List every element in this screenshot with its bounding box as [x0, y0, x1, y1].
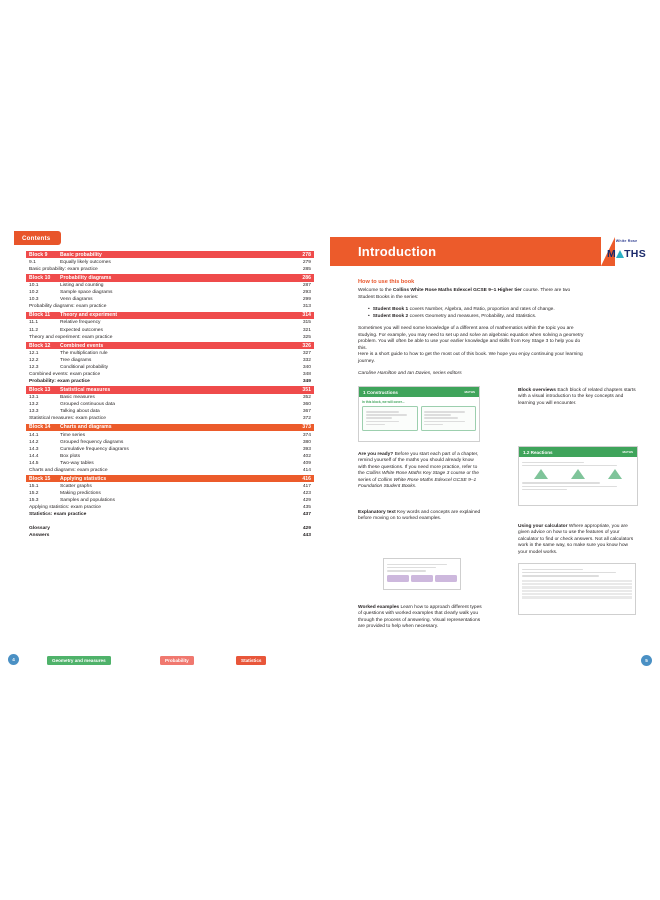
footer-tag-geometry: Geometry and measures [47, 656, 111, 665]
figure-explanatory-text [383, 558, 461, 590]
toc-entry-title: Venn diagrams [60, 297, 93, 303]
toc-block-title: Basic probability [60, 251, 102, 258]
toc-back-matter-title: Glossary [29, 525, 50, 531]
callout-explanatory-text [358, 510, 483, 523]
toc-block-number: Block 9 [29, 251, 48, 258]
toc-entry-page: 313 [302, 304, 311, 310]
toc-entry[interactable] [26, 408, 314, 415]
page-number-left: 4 [8, 654, 19, 665]
toc-entry-title: Cumulative frequency diagrams [60, 446, 129, 452]
toc-entry[interactable] [26, 319, 314, 326]
toc-block-page: 314 [302, 312, 311, 319]
toc-block-number: Block 13 [29, 386, 51, 393]
figure-block-overview-body [359, 397, 479, 434]
toc-entry[interactable] [26, 490, 314, 497]
how-to-use-heading: How to use this book [358, 279, 415, 285]
toc-entry[interactable] [26, 378, 314, 385]
toc-entry[interactable] [26, 453, 314, 460]
toc-entry-page: 393 [302, 446, 311, 452]
toc-entry-title: Statistical measures: exam practice [29, 416, 106, 422]
toc-entry[interactable] [26, 364, 314, 371]
logo-top-text: White Rose [615, 239, 638, 243]
toc-entry-number: 9.1 [29, 259, 36, 265]
toc-entry-page: 423 [302, 491, 311, 497]
callout-using-your-calculator [518, 524, 638, 556]
series-editors-signature: Caroline Hamilton and Ian Davies, series editors [358, 371, 462, 376]
triangle-icon-1 [534, 469, 548, 479]
toc-entry-number: 14.5 [29, 460, 39, 466]
toc-entry-page: 352 [302, 395, 311, 401]
toc-entry[interactable] [26, 327, 314, 334]
callout-block-overviews-text: Each block of related chapters starts with a visual introduction to the key concepts and learning you will encounter. [518, 388, 636, 406]
intro-p1-course-name: Collins White Rose Maths Edexcel GCSE 9–1 Higher tier [392, 288, 522, 293]
figure-are-you-ready [518, 446, 638, 506]
figure-block-overview-columns [362, 406, 476, 431]
toc-entry-number: 14.3 [29, 446, 39, 452]
toc-block-number: Block 15 [29, 475, 51, 482]
toc-entry-page: 299 [302, 297, 311, 303]
toc-entry[interactable] [26, 511, 314, 518]
toc-entry-title: Applying statistics: exam practice [29, 505, 102, 511]
toc-block-number: Block 14 [29, 424, 51, 431]
toc-entry-title: Basic probability: exam practice [29, 267, 98, 273]
toc-entry[interactable] [26, 296, 314, 303]
toc-block-number: Block 12 [29, 342, 51, 349]
toc-entry-title: Tree diagrams [60, 357, 92, 363]
toc-entry-title: The multiplication rule [60, 350, 108, 356]
toc-block-header[interactable] [26, 312, 314, 319]
toc-back-matter-entry[interactable] [26, 525, 314, 532]
figure-are-you-ready-header [519, 447, 637, 457]
footer-tag-probability: Probability [160, 656, 194, 665]
toc-entry[interactable] [26, 401, 314, 408]
callout-worked-examples [358, 605, 483, 631]
toc-entry-page: 417 [302, 484, 311, 490]
toc-back-matter-page: 443 [302, 532, 311, 538]
figure-minibox-left [362, 406, 418, 431]
student-book-1-label: Student Book 1 [372, 307, 409, 312]
callout-calculator-title: Using your calculator [518, 524, 568, 529]
toc-entry-title: Conditional probability [60, 364, 109, 370]
toc-entry-title: Box plots [60, 453, 81, 459]
callout-are-you-ready-italic-2: Collins White Rose Maths Edexcel GCSE 9–1 Foundation Student Books [358, 477, 477, 490]
toc-block-number: Block 11 [29, 312, 51, 319]
student-book-2-label: Student Book 2 [372, 313, 409, 319]
callout-calculator-text: Where appropriate, you are given advice on how to use the features of your calculator to find or check answers. Not all calculators work in the same way, so make sure you know how your model works. [518, 524, 634, 555]
footer-tag-statistics: Statistics [236, 656, 266, 665]
toc-entry-page: 293 [302, 290, 311, 296]
bullet-student-book-2 [368, 314, 591, 321]
figure-are-you-ready-title: 1.2 Reactions [523, 449, 553, 455]
toc-entry-page: 360 [302, 402, 311, 408]
toc-entry-page: 287 [302, 283, 311, 289]
toc-entry-number: 13.2 [29, 402, 39, 408]
logo-ths-letters: THS [624, 248, 646, 261]
figure-explanatory-body [384, 559, 460, 586]
toc-entry-number: 13.3 [29, 409, 39, 415]
toc-entry-number: 15.1 [29, 484, 39, 490]
toc-entry-page: 340 [302, 364, 311, 370]
toc-entry-page: 332 [302, 357, 311, 363]
toc-entry-page: 279 [302, 259, 311, 265]
toc-entry-title: Scatter graphs [60, 484, 92, 490]
toc-entry[interactable] [26, 439, 314, 446]
toc-entry-title: Listing and counting [60, 283, 104, 289]
triangle-icon-3 [608, 469, 622, 479]
figure-block-overview-header [359, 387, 479, 397]
toc-block-page: 278 [302, 251, 311, 258]
toc-entry[interactable] [26, 504, 314, 511]
toc-entry[interactable] [26, 282, 314, 289]
figure-block-overview-title: 1 Constructions [363, 389, 398, 395]
figure-are-you-ready-logo: MATHS [622, 450, 633, 454]
toc-entry-page: 374 [302, 432, 311, 438]
toc-entry[interactable] [26, 432, 314, 439]
toc-entry[interactable] [26, 350, 314, 357]
toc-entry[interactable] [26, 334, 314, 341]
bullet-student-book-1 [368, 307, 591, 314]
toc-entry[interactable] [26, 303, 314, 310]
toc-block-header[interactable] [26, 274, 314, 281]
toc-entry-title: Samples and populations [60, 498, 115, 504]
toc-entry-page: 348 [302, 372, 311, 377]
toc-block-header[interactable] [26, 342, 314, 349]
toc-entry-title: Grouped continuous data [60, 402, 115, 408]
toc-entry[interactable] [26, 483, 314, 490]
toc-entry-title: Statistics: exam practice [29, 512, 87, 518]
toc-block-number: Block 10 [29, 274, 51, 281]
toc-entry-title: Basic measures [60, 395, 95, 401]
logo-m-letter: M [607, 248, 617, 261]
logo-triangle-icon [616, 250, 624, 258]
toc-entry-number: 11.1 [29, 320, 39, 326]
toc-entry-title: Sample space diagrams [60, 290, 113, 296]
toc-entry-page: 437 [302, 512, 311, 518]
toc-entry-page: 327 [302, 350, 311, 356]
toc-entry-page: 325 [302, 334, 311, 340]
toc-entry-page: 429 [302, 498, 311, 504]
figure-worked-example [518, 563, 636, 615]
toc-entry-number: 12.1 [29, 350, 39, 356]
intro-p1-part-a: Welcome to the [358, 288, 393, 293]
toc-entry-number: 15.3 [29, 498, 39, 504]
toc-entry-title: Probability: exam practice [29, 379, 90, 385]
toc-entry-title: Grouped frequency diagrams [60, 439, 124, 445]
toc-entry-title: Making predictions [60, 491, 101, 497]
toc-entry-title: Combined events: exam practice [29, 372, 101, 377]
toc-block-header[interactable] [26, 475, 314, 482]
intro-paragraph-3: Here is a short guide to how to get the most out of this book. We hope you enjoy continuing your learning journey. [358, 352, 583, 364]
figure-are-you-ready-body [519, 457, 637, 495]
toc-entry[interactable] [26, 467, 314, 474]
left-page-contents [0, 228, 330, 676]
callout-are-you-ready [358, 452, 483, 490]
toc-entry-number: 12.2 [29, 357, 39, 363]
callout-are-you-ready-italic-1: Collins White Rose Maths Key Stage 3 [366, 471, 450, 477]
toc-entry-title: Probability diagrams: exam practice [29, 304, 107, 310]
toc-entry-title: Relative frequency [60, 320, 101, 326]
white-rose-maths-logo [607, 240, 646, 261]
figure-minibox-right [421, 406, 477, 431]
toc-entry-page: 402 [302, 453, 311, 459]
toc-entry-page: 372 [302, 416, 311, 422]
toc-entry-number: 14.1 [29, 432, 39, 438]
toc-entry-page: 380 [302, 439, 311, 445]
callout-worked-examples-title: Worked examples [358, 605, 400, 610]
toc-entry-title: Equally likely outcomes [60, 259, 111, 265]
toc-block-header[interactable] [26, 424, 314, 431]
figure-block-overview-subtitle: In this block, we will cover... [362, 400, 405, 404]
toc-entry-page: 409 [302, 460, 311, 466]
toc-entry[interactable] [26, 259, 314, 266]
right-page-introduction [330, 228, 660, 676]
toc-entry[interactable] [26, 446, 314, 453]
toc-block-page: 373 [302, 424, 311, 431]
toc-block-page: 326 [302, 342, 311, 349]
toc-entry-number: 14.2 [29, 439, 39, 445]
intro-p1-part-c: course. There are two Student Books in the series: [358, 288, 571, 300]
toc-entry[interactable] [26, 497, 314, 504]
toc-entry[interactable] [26, 289, 314, 296]
toc-back-matter-title: Answers [29, 532, 50, 538]
left-page-footer [0, 654, 330, 666]
toc-entry-number: 12.3 [29, 364, 39, 370]
figure-worked-example-body [519, 564, 635, 603]
callout-block-overviews [518, 388, 638, 407]
table-of-contents [26, 250, 314, 539]
student-book-1-desc: covers Number, Algebra, and Ratio, proportion and rates of change. [408, 307, 555, 312]
toc-entry-number: 10.1 [29, 283, 39, 289]
student-book-2-desc: covers Geometry and measures, Probability, and Statistics. [408, 313, 537, 319]
book-spread [0, 228, 660, 676]
toc-entry-number: 14.4 [29, 453, 39, 459]
intro-paragraph-2: Sometimes you will need some knowledge of a different area of mathematics within the topic you are studying. For example, you may need to set up and solve an algebraic equation when solving a geometry problem. You will often be able to use your earlier knowledge and skills from Key Stage 3 to help you do this. [358, 326, 584, 351]
triangle-icon-2 [571, 469, 585, 479]
callout-worked-examples-text: Learn how to approach different types of questions with worked examples that clearly walk you through the process of answering. Visual representations are provided to help when necessary. [358, 605, 482, 630]
callout-are-you-ready-text-3: . [415, 484, 417, 490]
toc-block-title: Charts and diagrams [60, 424, 112, 431]
callout-block-overviews-title: Block overviews [518, 388, 556, 393]
toc-entry[interactable] [26, 371, 314, 378]
toc-entry-page: 414 [302, 467, 311, 473]
toc-entry-number: 11.2 [29, 327, 39, 333]
toc-back-matter-page: 429 [302, 525, 311, 531]
toc-entry-number: 15.2 [29, 491, 39, 497]
toc-entry-page: 367 [302, 409, 311, 415]
toc-entry[interactable] [26, 460, 314, 467]
toc-block-title: Statistical measures [60, 386, 111, 393]
toc-entry-number: 10.2 [29, 290, 39, 296]
toc-block-title: Probability diagrams [60, 274, 112, 281]
callout-explanatory-text-title: Explanatory text [358, 510, 396, 515]
toc-entry-title: Expected outcomes [60, 327, 103, 333]
toc-entry-title: Time series [60, 432, 86, 438]
toc-entry[interactable] [26, 394, 314, 401]
toc-entry-page: 435 [302, 505, 311, 511]
toc-block-header[interactable] [26, 386, 314, 393]
toc-entry-page: 321 [302, 327, 311, 333]
toc-back-matter-entry[interactable] [26, 532, 314, 539]
toc-entry-title: Two-way tables [60, 460, 94, 466]
figure-block-overview-logo: MATHS [464, 390, 475, 394]
figure-triangles-illustration [522, 469, 634, 479]
callout-are-you-ready-text-2: course or the series of [358, 471, 479, 483]
toc-entry-page: 285 [302, 267, 311, 273]
figure-worked-example-table [522, 580, 632, 599]
toc-entry-number: 13.1 [29, 395, 39, 401]
toc-block-title: Theory and experiment [60, 312, 118, 319]
figure-purple-blocks [387, 575, 457, 584]
toc-block-page: 416 [302, 475, 311, 482]
callout-are-you-ready-title: Are you ready? [358, 452, 394, 457]
toc-entry-title: Theory and experiment: exam practice [29, 334, 113, 340]
page-number-right: 5 [641, 655, 652, 666]
toc-entry-page: 349 [302, 379, 311, 385]
toc-entry-page: 315 [302, 320, 311, 326]
toc-block-header[interactable] [26, 251, 314, 258]
toc-entry[interactable] [26, 415, 314, 422]
toc-block-page: 351 [302, 386, 311, 393]
toc-block-page: 286 [302, 274, 311, 281]
toc-entry-title: Talking about data [60, 409, 100, 415]
toc-entry-title: Charts and diagrams: exam practice [29, 467, 108, 473]
toc-entry[interactable] [26, 266, 314, 273]
figure-block-overview [358, 386, 480, 442]
contents-tab: Contents [14, 231, 61, 245]
introduction-title: Introduction [358, 244, 437, 259]
callout-are-you-ready-text: Before you start each part of a chapter, remind yourself of the maths you should already know with these questions. If you need more practice, refer to the [358, 452, 479, 477]
student-books-bullet-list [363, 307, 591, 320]
toc-entry[interactable] [26, 357, 314, 364]
toc-block-title: Combined events [60, 342, 104, 349]
callout-explanatory-text-body: Key words and concepts are explained before moving on to worked examples. [358, 510, 481, 522]
toc-entry-number: 10.3 [29, 297, 39, 303]
toc-block-title: Applying statistics [60, 475, 107, 482]
intro-paragraph-1 [358, 288, 588, 301]
